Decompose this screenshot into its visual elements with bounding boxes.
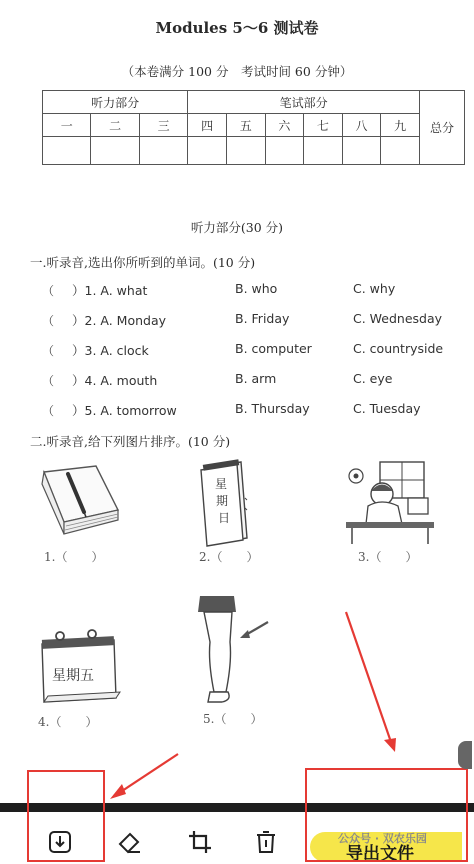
col-1: 一 <box>43 114 91 137</box>
caption-1: 1.（ ） <box>44 550 104 564</box>
list-item: （ ）1. A. what B. who C. why <box>42 281 396 298</box>
listening-header: 听力部分 <box>43 91 188 114</box>
col-4: 四 <box>188 114 227 137</box>
side-handle[interactable] <box>458 741 472 769</box>
col-5: 五 <box>226 114 265 137</box>
calendar1-char-2: 期 <box>216 494 229 508</box>
col-3: 三 <box>139 114 188 137</box>
crop-icon[interactable] <box>185 827 215 857</box>
page-title: Modules 5～6 测试卷 <box>155 19 319 37</box>
caption-5: 5.（ ） <box>203 712 263 726</box>
section2-heading: 二.听录音,给下列图片排序。(10 分) <box>30 434 231 449</box>
eraser-icon[interactable] <box>114 827 144 857</box>
col-7: 七 <box>304 114 343 137</box>
calendar2-text: 星期五 <box>52 668 94 684</box>
written-header: 笔试部分 <box>188 91 420 114</box>
watermark: 公众号 · 双农乐园 <box>338 832 427 845</box>
col-8: 八 <box>342 114 381 137</box>
col-6: 六 <box>265 114 304 137</box>
list-item: （ ）4. A. mouth B. arm C. eye <box>42 371 393 388</box>
caption-3: 3.（ ） <box>358 550 418 564</box>
highlight-box-save <box>27 770 105 862</box>
list-item: （ ）2. A. Monday B. Friday C. Wednesday <box>42 311 443 328</box>
caption-4: 4.（ ） <box>38 715 98 729</box>
listening-section-title: 听力部分(30 分) <box>190 220 284 235</box>
col-9: 九 <box>381 114 420 137</box>
list-item: （ ）3. A. clock B. computer C. countryside <box>42 341 444 358</box>
highlight-box-export <box>305 768 468 862</box>
export-file-label: 导出文件 <box>346 844 414 864</box>
calendar1-char-3: 日 <box>218 511 231 525</box>
delete-icon[interactable] <box>251 827 281 857</box>
list-item: （ ）5. A. tomorrow B. Thursday C. Tuesday <box>42 401 421 418</box>
total-header: 总分 <box>420 91 465 165</box>
calendar1-char-1: 星 <box>215 477 228 491</box>
col-2: 二 <box>91 114 139 137</box>
section1-heading: 一.听录音,选出你所听到的单词。(10 分) <box>30 255 256 270</box>
exam-subtitle: （本卷满分 100 分 考试时间 60 分钟） <box>121 64 353 79</box>
caption-2: 2.（ ） <box>199 550 259 564</box>
